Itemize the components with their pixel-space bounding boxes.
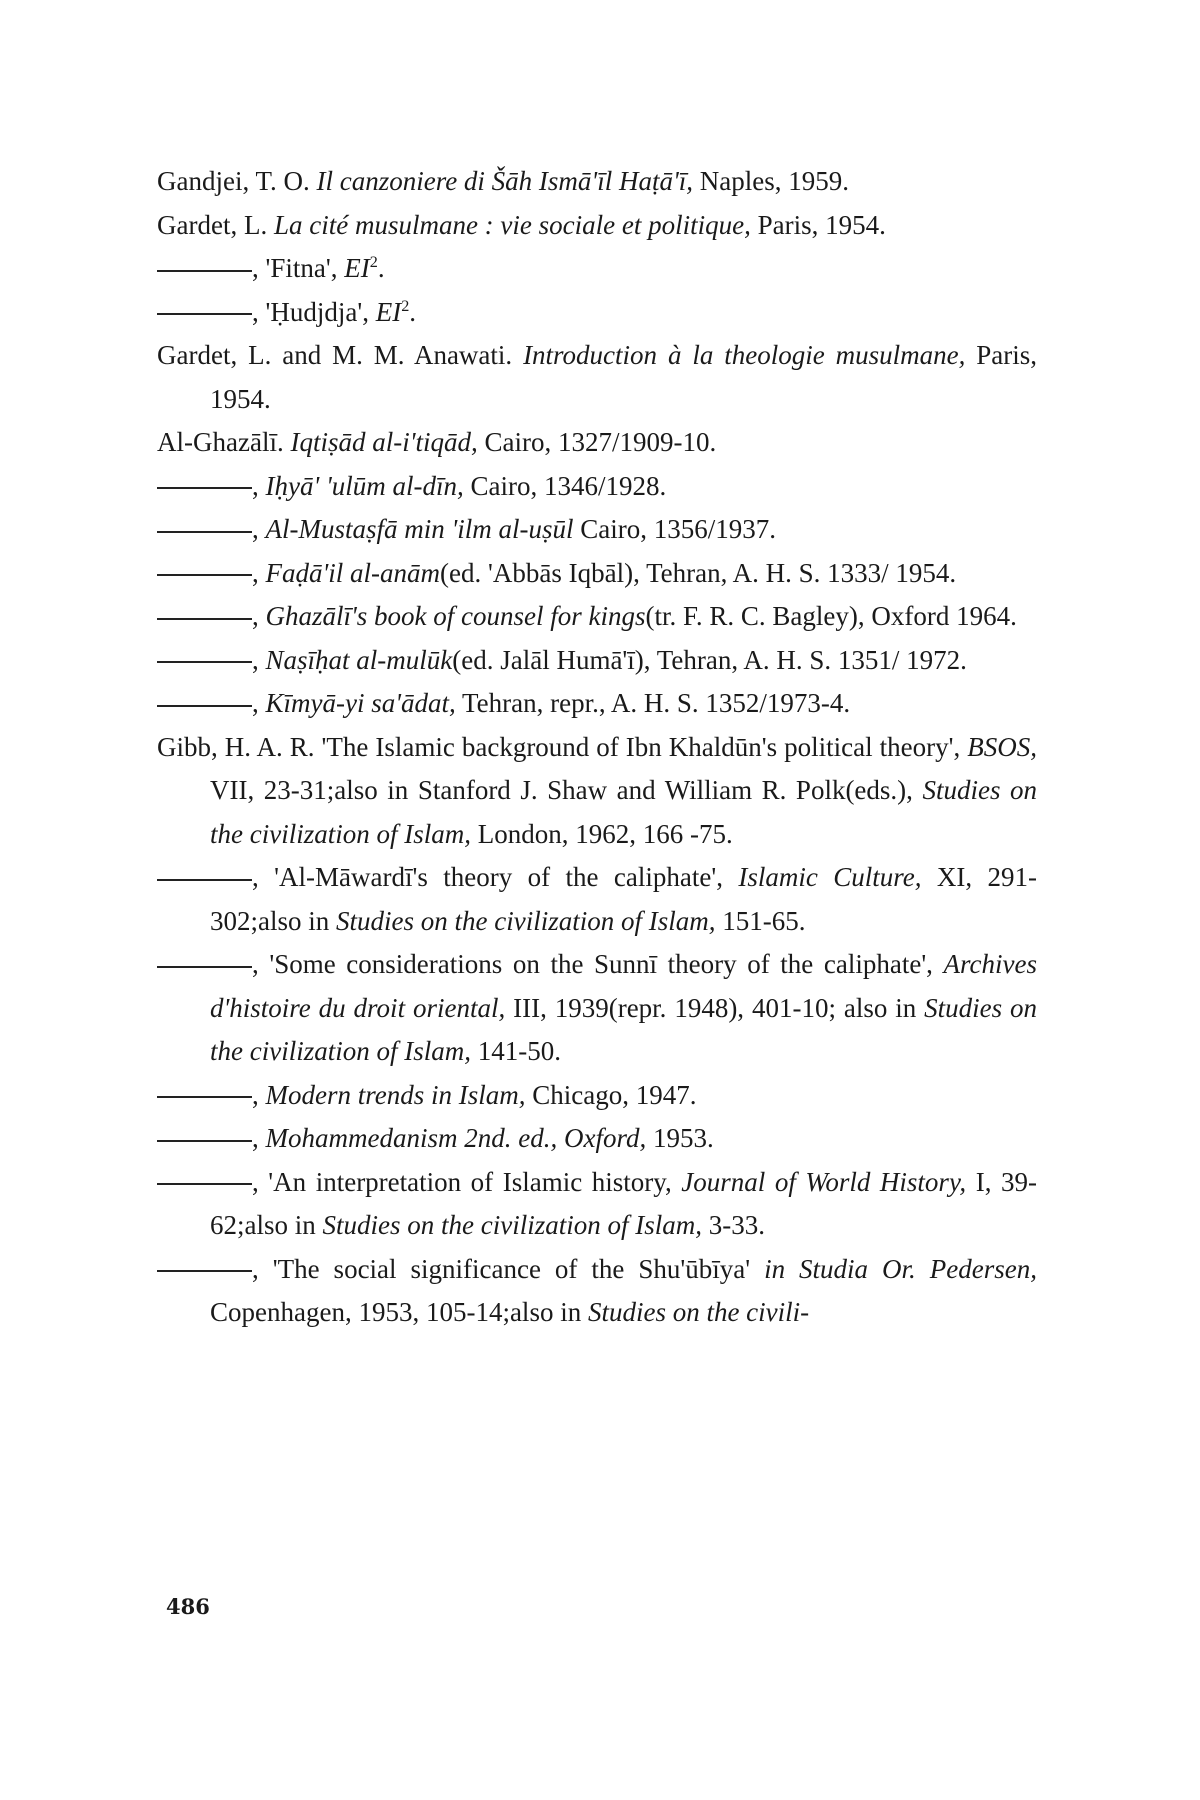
bibliography-entry	[157, 682, 1037, 726]
entry-text: 1953.	[646, 1123, 714, 1153]
entry-text: (ed. Jalāl Humā'ī), Tehran, A. H. S. 1351/ 1972.	[452, 644, 967, 675]
entry-text: Cairo, 1346/1928.	[463, 470, 667, 501]
entry-separator: ,	[252, 253, 266, 283]
ditto-dash	[157, 879, 252, 881]
bibliography-entry	[157, 639, 1037, 683]
entry-title: Studies on the civilization of Islam,	[336, 905, 716, 936]
page-number: 486	[166, 1594, 210, 1619]
bibliography-entry	[157, 334, 1037, 421]
entry-title: Modern trends in Islam,	[265, 1079, 526, 1110]
entry-author: Al-Ghazālī.	[157, 427, 291, 457]
entry-separator: ,	[252, 644, 266, 675]
entry-text: 'An interpretation of Islamic history,	[268, 1166, 682, 1197]
entry-title: BSOS,	[967, 731, 1037, 762]
entry-text: 'Ḥudjdja',	[265, 296, 376, 327]
bibliography-entry	[157, 247, 1037, 291]
entry-title: EI	[344, 253, 370, 283]
entry-text: Cairo, 1356/1937.	[573, 514, 777, 544]
entry-title: Al-Mustaṣfā min 'ilm al-uṣūl	[265, 514, 574, 544]
ditto-dash	[157, 661, 252, 663]
entry-text: VII, 23-31;also in Stanford J. Shaw and William R. Polk(eds.),	[210, 775, 923, 805]
ditto-dash	[157, 313, 252, 315]
entry-text: Naples, 1959.	[692, 166, 849, 196]
entry-text: 3-33.	[701, 1210, 765, 1240]
bibliography-entry	[157, 291, 1037, 335]
entry-title: Iqtiṣād al-i'tiqād,	[290, 427, 478, 457]
entry-title: Introduction à la theologie musulmane,	[523, 340, 966, 370]
bibliography-entry	[157, 595, 1037, 639]
entry-title: Faḍā'il al-anām	[265, 557, 441, 588]
entry-text: III, 1939(repr. 1948), 401-10; also in	[505, 992, 925, 1023]
bibliography-entry	[157, 726, 1037, 857]
ditto-dash	[157, 705, 252, 707]
bibliography-entry	[157, 552, 1037, 596]
bibliography-entry	[157, 160, 1037, 204]
entry-text: 151-65.	[715, 905, 806, 936]
bibliography-entry	[157, 1074, 1037, 1118]
entry-text: London, 1962, 166 -75.	[470, 818, 733, 849]
entry-title: La cité musulmane : vie sociale et politique,	[273, 209, 751, 240]
ditto-dash	[157, 1140, 252, 1142]
entry-text: .	[377, 253, 385, 283]
ditto-dash	[157, 1096, 252, 1098]
entry-separator: ,	[252, 514, 266, 544]
entry-author: Gibb, H. A. R.	[157, 731, 322, 762]
entry-title: Archives d'histoire du droit oriental,	[210, 949, 1037, 1023]
entry-text: Paris, 1954.	[210, 340, 1038, 414]
entry-title: Studies on the civilization of Islam,	[210, 992, 1037, 1066]
entry-text: 'The social significance of the Shu'ūbīya'	[272, 1253, 765, 1284]
entry-title: Islamic Culture,	[738, 862, 922, 892]
entry-text: Copenhagen, 1953, 105-14;also in	[210, 1297, 588, 1327]
ditto-dash	[157, 270, 252, 272]
entry-title: Iḥyā' 'ulūm al-dīn,	[265, 470, 464, 501]
entry-text: 'Some considerations on the Sunnī theory of the caliphate',	[269, 949, 944, 979]
ditto-dash	[157, 574, 252, 576]
entry-title: Kīmyā-yi sa'ādat,	[265, 688, 456, 718]
ditto-dash	[157, 487, 252, 489]
entry-separator: ,	[252, 470, 266, 501]
entry-title: Il canzoniere di Šāh Ismā'īl Haṭā'ī,	[316, 166, 693, 196]
entry-title: EI	[375, 296, 402, 327]
ditto-dash	[157, 531, 252, 533]
bibliography-entry	[157, 421, 1037, 465]
bibliography-entry	[157, 204, 1037, 248]
entry-title: in Studia Or. Pedersen,	[764, 1253, 1037, 1284]
entry-text: Paris, 1954.	[750, 209, 886, 240]
entry-text: XI, 291-302;also in	[210, 862, 1038, 936]
entry-title: Mohammedanism 2nd. ed., Oxford,	[265, 1123, 647, 1153]
entry-text: 'Al-Māwardī's theory of the caliphate',	[274, 862, 739, 892]
entry-separator: ,	[252, 601, 266, 631]
entry-superscript: 2	[401, 296, 410, 315]
entry-author: Gardet, L. and M. M. Anawati.	[157, 340, 524, 370]
entry-separator: ,	[252, 1079, 266, 1110]
entry-title: Naṣīḥat al-mulūk	[265, 644, 453, 675]
entry-separator: ,	[252, 862, 275, 892]
entry-text: 'Fitna',	[265, 253, 345, 283]
bibliography-entry	[157, 1248, 1037, 1335]
entry-separator: ,	[252, 296, 266, 327]
entry-separator: ,	[252, 688, 266, 718]
entry-title: Studies on the civilization of Islam,	[210, 775, 1037, 849]
entry-separator: ,	[252, 1123, 266, 1153]
entry-text: (tr. F. R. C. Bagley), Oxford 1964.	[645, 601, 1017, 631]
bibliography-list	[157, 160, 1037, 1335]
entry-separator: ,	[252, 1253, 273, 1284]
bibliography-entry	[157, 856, 1037, 943]
entry-author: Gardet, L.	[157, 209, 274, 240]
entry-title: Studies on the civili-	[587, 1297, 810, 1327]
entry-text: .	[409, 296, 417, 327]
entry-text: (ed. 'Abbās Iqbāl), Tehran, A. H. S. 1333/ 1954.	[440, 557, 957, 588]
entry-title: Ghazālī's book of counsel for kings	[265, 601, 646, 631]
ditto-dash	[157, 1270, 252, 1272]
ditto-dash	[157, 966, 252, 968]
entry-separator: ,	[252, 1166, 269, 1197]
entry-text: I, 39-62;also in	[210, 1166, 1038, 1240]
bibliography-entry	[157, 943, 1037, 1074]
bibliography-entry	[157, 465, 1037, 509]
entry-title: Studies on the civilization of Islam,	[322, 1210, 702, 1240]
entry-superscript: 2	[369, 253, 378, 271]
bibliography-entry	[157, 1161, 1037, 1248]
entry-text: Tehran, repr., A. H. S. 1352/1973-4.	[455, 688, 851, 718]
entry-separator: ,	[252, 949, 270, 979]
entry-title: Journal of World History,	[681, 1166, 967, 1197]
entry-text: Chicago, 1947.	[525, 1079, 697, 1110]
entry-text: 141-50.	[470, 1036, 561, 1066]
entry-author: Gandjei, T. O.	[157, 166, 317, 196]
bibliography-entry	[157, 508, 1037, 552]
entry-text: Cairo, 1327/1909-10.	[477, 427, 717, 457]
bibliography-entry	[157, 1117, 1037, 1161]
entry-separator: ,	[252, 557, 266, 588]
ditto-dash	[157, 1183, 252, 1185]
ditto-dash	[157, 618, 252, 620]
entry-text: 'The Islamic background of Ibn Khaldūn's political theory',	[321, 731, 968, 762]
